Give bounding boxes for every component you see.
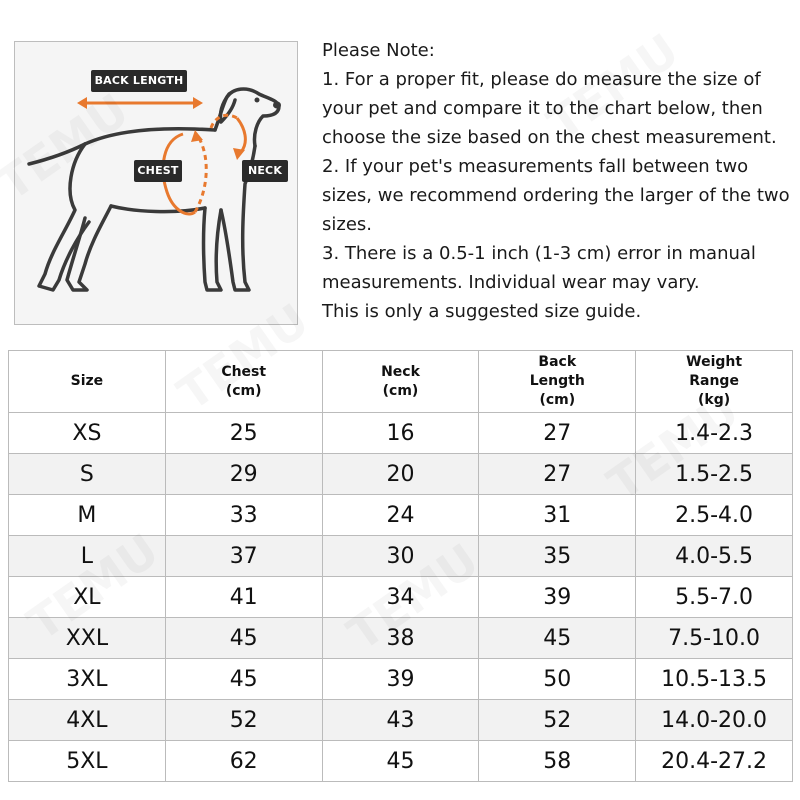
table-row <box>9 577 793 618</box>
cell-chest: 62 <box>165 741 322 782</box>
neck-label: NECK <box>242 160 288 182</box>
header-back-length: Back Length (cm) <box>479 351 636 413</box>
cell-weight: 2.5-4.0 <box>636 495 793 536</box>
cell-weight: 1.5-2.5 <box>636 454 793 495</box>
cell-chest: 52 <box>165 700 322 741</box>
cell-back-length: 27 <box>479 454 636 495</box>
cell-weight: 5.5-7.0 <box>636 577 793 618</box>
table-row <box>9 454 793 495</box>
cell-neck: 30 <box>322 536 479 577</box>
cell-size: XL <box>9 577 166 618</box>
cell-chest: 33 <box>165 495 322 536</box>
header-size: Size <box>9 351 166 413</box>
dog-eye <box>255 98 260 103</box>
size-table <box>8 350 793 782</box>
cell-neck: 34 <box>322 577 479 618</box>
cell-back-length: 31 <box>479 495 636 536</box>
cell-neck: 24 <box>322 495 479 536</box>
note-heading: Please Note: <box>322 40 435 61</box>
cell-weight: 10.5-13.5 <box>636 659 793 700</box>
table-row <box>9 618 793 659</box>
cell-back-length: 52 <box>479 700 636 741</box>
cell-chest: 45 <box>165 618 322 659</box>
cell-neck: 38 <box>322 618 479 659</box>
cell-back-length: 58 <box>479 741 636 782</box>
cell-back-length: 27 <box>479 413 636 454</box>
cell-back-length: 50 <box>479 659 636 700</box>
cell-chest: 29 <box>165 454 322 495</box>
back-length-label: BACK LENGTH <box>91 70 187 92</box>
cell-weight: 4.0-5.5 <box>636 536 793 577</box>
note-item-3: 3. There is a 0.5-1 inch (1-3 cm) error in manual measurements. Individual wear may vary. <box>322 243 756 293</box>
dog-nose <box>273 102 281 109</box>
cell-weight: 7.5-10.0 <box>636 618 793 659</box>
table-row <box>9 413 793 454</box>
cell-back-length: 39 <box>479 577 636 618</box>
cell-weight: 14.0-20.0 <box>636 700 793 741</box>
table-row <box>9 741 793 782</box>
cell-chest: 41 <box>165 577 322 618</box>
note-item-2: 2. If your pet's measurements fall between two sizes, we recommend ordering the larger of the two sizes. <box>322 156 790 235</box>
cell-back-length: 45 <box>479 618 636 659</box>
cell-size: 3XL <box>9 659 166 700</box>
cell-neck: 16 <box>322 413 479 454</box>
cell-weight: 20.4-27.2 <box>636 741 793 782</box>
cell-size: XXL <box>9 618 166 659</box>
note-item-1: 1. For a proper fit, please do measure the size of your pet and compare it to the chart below, then choose the size based on the chest measurement. <box>322 69 777 148</box>
cell-chest: 25 <box>165 413 322 454</box>
table-row <box>9 536 793 577</box>
chest-label: CHEST <box>134 160 182 182</box>
table-row <box>9 700 793 741</box>
header-neck: Neck (cm) <box>322 351 479 413</box>
cell-size: S <box>9 454 166 495</box>
cell-back-length: 35 <box>479 536 636 577</box>
measurement-diagram <box>14 41 298 325</box>
cell-size: M <box>9 495 166 536</box>
cell-chest: 37 <box>165 536 322 577</box>
table-row <box>9 495 793 536</box>
cell-size: 4XL <box>9 700 166 741</box>
dog-silhouette <box>29 89 279 290</box>
cell-neck: 39 <box>322 659 479 700</box>
cell-neck: 45 <box>322 741 479 782</box>
cell-chest: 45 <box>165 659 322 700</box>
cell-size: XS <box>9 413 166 454</box>
sizing-note <box>322 36 797 326</box>
note-footer: This is only a suggested size guide. <box>322 301 642 322</box>
cell-neck: 20 <box>322 454 479 495</box>
cell-weight: 1.4-2.3 <box>636 413 793 454</box>
cell-size: L <box>9 536 166 577</box>
table-row <box>9 659 793 700</box>
cell-size: 5XL <box>9 741 166 782</box>
cell-neck: 43 <box>322 700 479 741</box>
table-header-row <box>9 351 793 413</box>
header-weight-range: Weight Range (kg) <box>636 351 793 413</box>
back-length-arrow <box>77 97 203 109</box>
header-chest: Chest (cm) <box>165 351 322 413</box>
